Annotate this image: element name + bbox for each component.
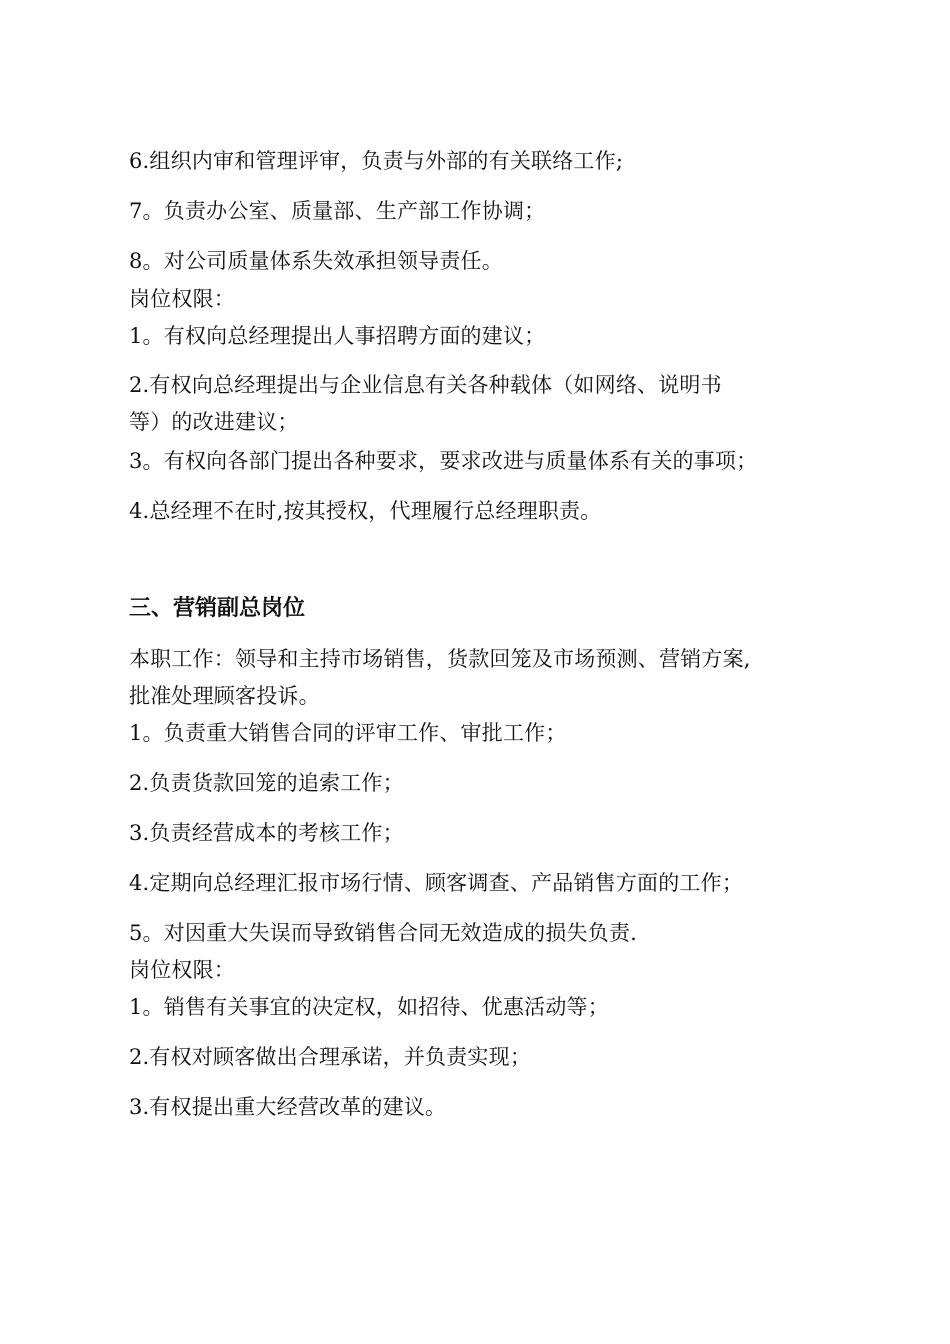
duty-item: 1。负责重大销售合同的评审工作、审批工作；: [129, 721, 567, 745]
authority-item: 4.总经理不在时,按其授权，代理履行总经理职责。: [129, 499, 602, 523]
authority-item: 2.有权对顾客做出合理承诺，并负责实现；: [129, 1045, 532, 1069]
duty-item: 2.负责货款回笼的追索工作；: [129, 771, 404, 795]
duty-item: 7。负责办公室、质量部、生产部工作协调；: [129, 199, 546, 223]
duty-item: 3.负责经营成本的考核工作；: [129, 821, 404, 845]
section-heading: 三、营销副总岗位: [129, 596, 306, 621]
authority-item: 3.有权提出重大经营改革的建议。: [129, 1095, 447, 1119]
duty-item: 4.定期向总经理汇报市场行情、顾客调查、产品销售方面的工作；: [129, 871, 744, 895]
duty-item: 8。对公司质量体系失效承担领导责任。: [129, 249, 503, 273]
duty-item: 6.组织内审和管理评审，负责与外部的有关联络工作;: [129, 149, 624, 173]
authority-item: 3。有权向各部门提出各种要求，要求改进与质量体系有关的事项；: [129, 449, 758, 473]
authority-item: 2.有权向总经理提出与企业信息有关各种载体（如网络、说明书: [129, 373, 722, 397]
authority-item-continued: 等）的改进建议；: [129, 410, 299, 434]
authority-item: 1。销售有关事宜的决定权，如招待、优惠活动等；: [129, 995, 609, 1019]
summary-line: 本职工作：领导和主持市场销售，货款回笼及市场预测、营销方案,: [129, 647, 751, 671]
summary-line: 批准处理顾客投诉。: [129, 684, 320, 708]
authority-item: 1。有权向总经理提出人事招聘方面的建议；: [129, 324, 546, 348]
authority-title: 岗位权限：: [129, 287, 235, 311]
authority-title: 岗位权限：: [129, 958, 235, 982]
duty-item: 5。对因重大失误而导致销售合同无效造成的损失负责.: [129, 921, 638, 945]
